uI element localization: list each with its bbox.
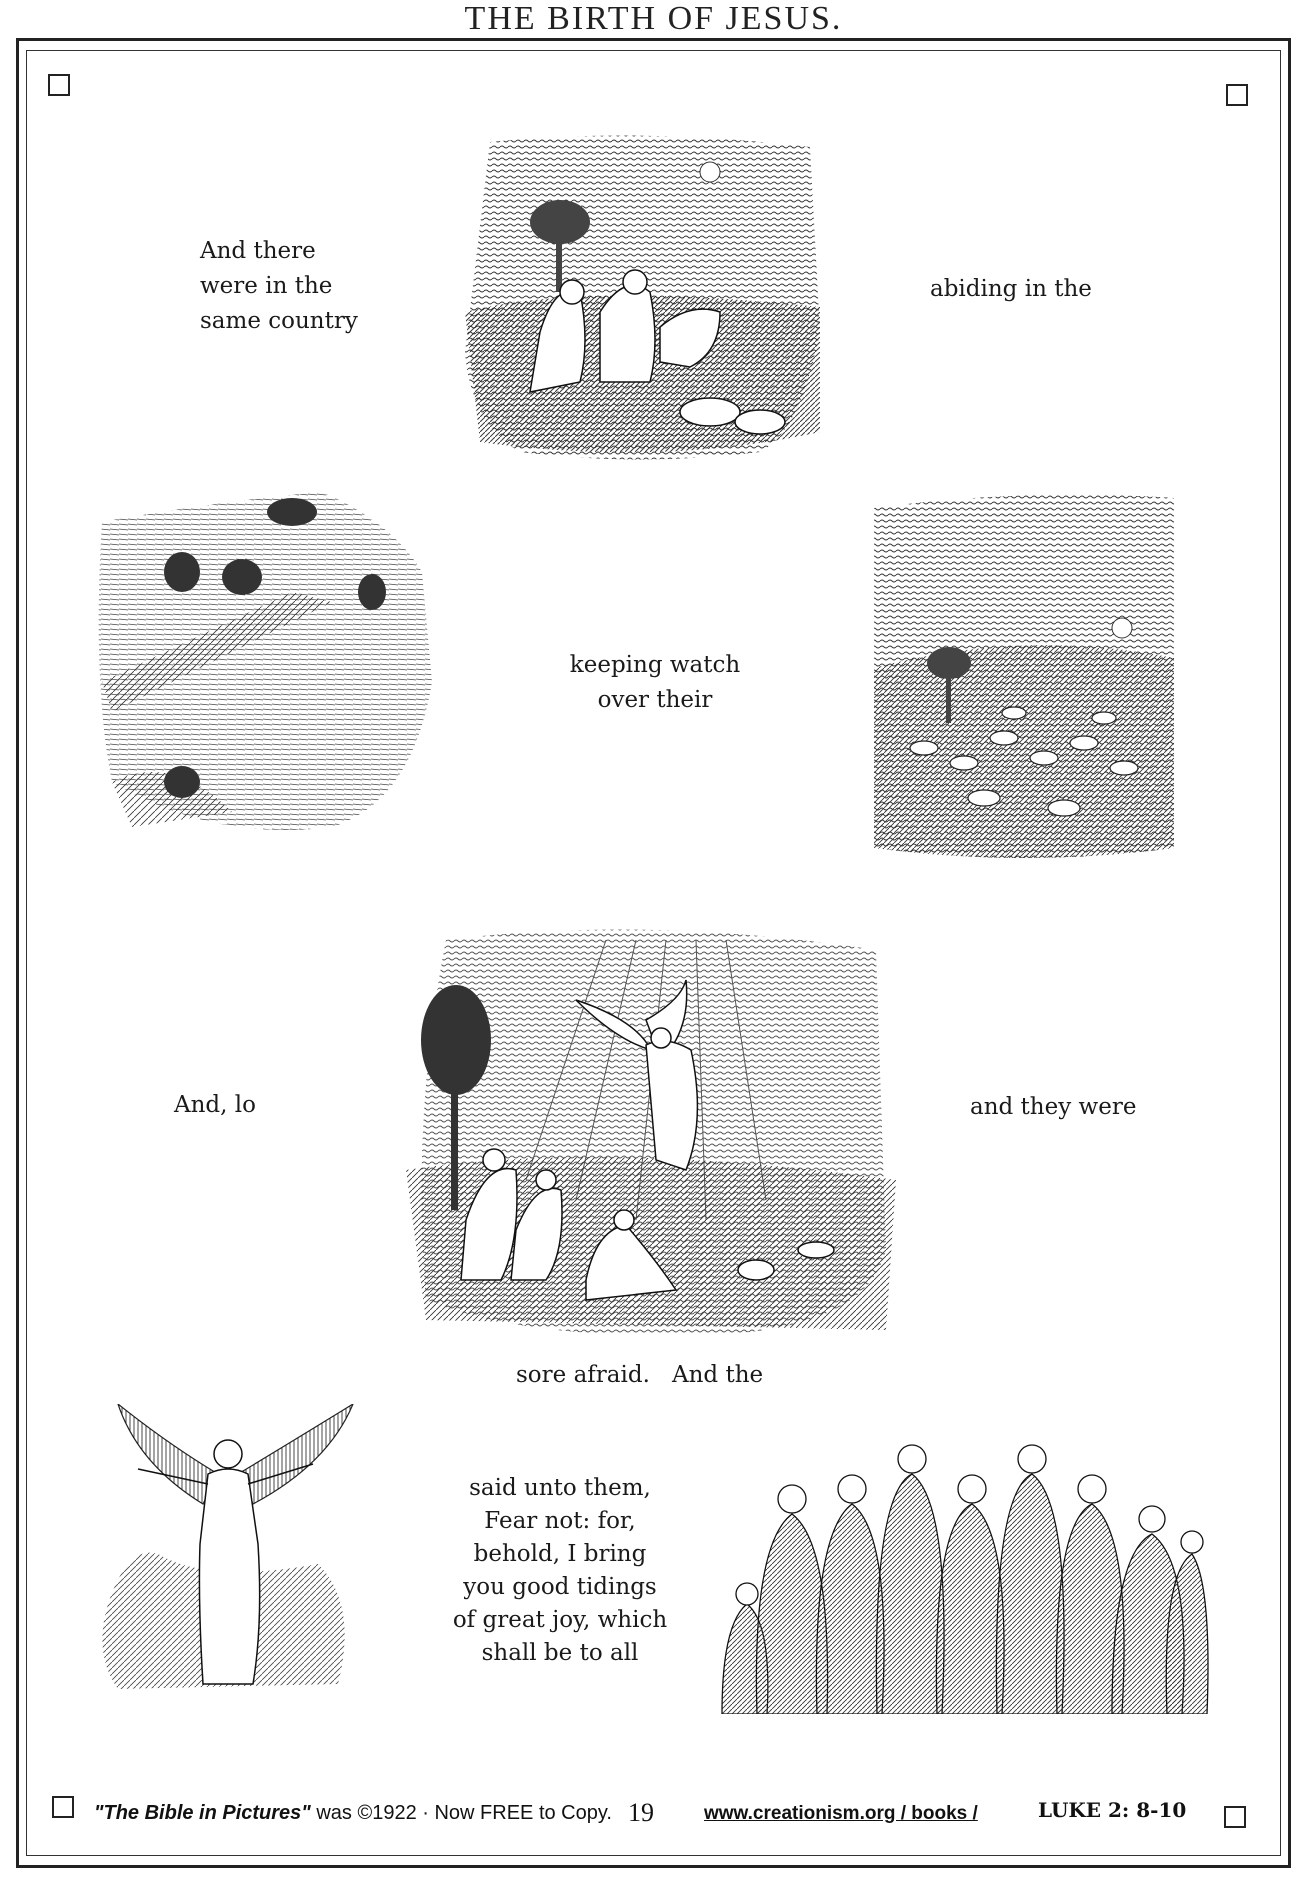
copyright-notice: was ©1922 · Now FREE to Copy. (310, 1802, 612, 1824)
fields-illustration (92, 482, 442, 842)
footer-credit (94, 1802, 612, 1825)
people-illustration (712, 1424, 1212, 1714)
website-link[interactable]: www.creationism.org / books / (704, 1803, 978, 1824)
page-title: THE BIRTH OF JESUS. (464, 0, 843, 37)
scripture-reference: LUKE 2: 8-10 (1038, 1798, 1187, 1822)
corner-ornament-bottom-left (52, 1796, 74, 1818)
verse-text-6b: And the (672, 1362, 764, 1388)
verse-text-2: abiding in the (930, 276, 1092, 302)
verse-text-4: And, lo (174, 1092, 256, 1118)
corner-ornament-top-right (1226, 84, 1248, 106)
shepherds-resting-illustration (460, 132, 830, 467)
verse-text-1: And there were in the same country (200, 238, 358, 334)
corner-ornament-top-left (48, 74, 70, 96)
book-title: "The Bible in Pictures" (94, 1802, 311, 1824)
verse-text-6a: sore afraid. (516, 1362, 650, 1388)
corner-ornament-bottom-right (1224, 1806, 1246, 1828)
flock-illustration (864, 488, 1184, 868)
verse-text-7: said unto them, Fear not: for, behold, I bring you good tidings of great joy, which shall be to all (452, 1475, 668, 1666)
angel-illustration (88, 1404, 368, 1704)
verse-text-5: and they were (970, 1094, 1137, 1120)
angel-appears-illustration (406, 920, 896, 1340)
page-number: 19 (628, 1798, 654, 1827)
verse-text-3: keeping watch over their (569, 652, 741, 713)
